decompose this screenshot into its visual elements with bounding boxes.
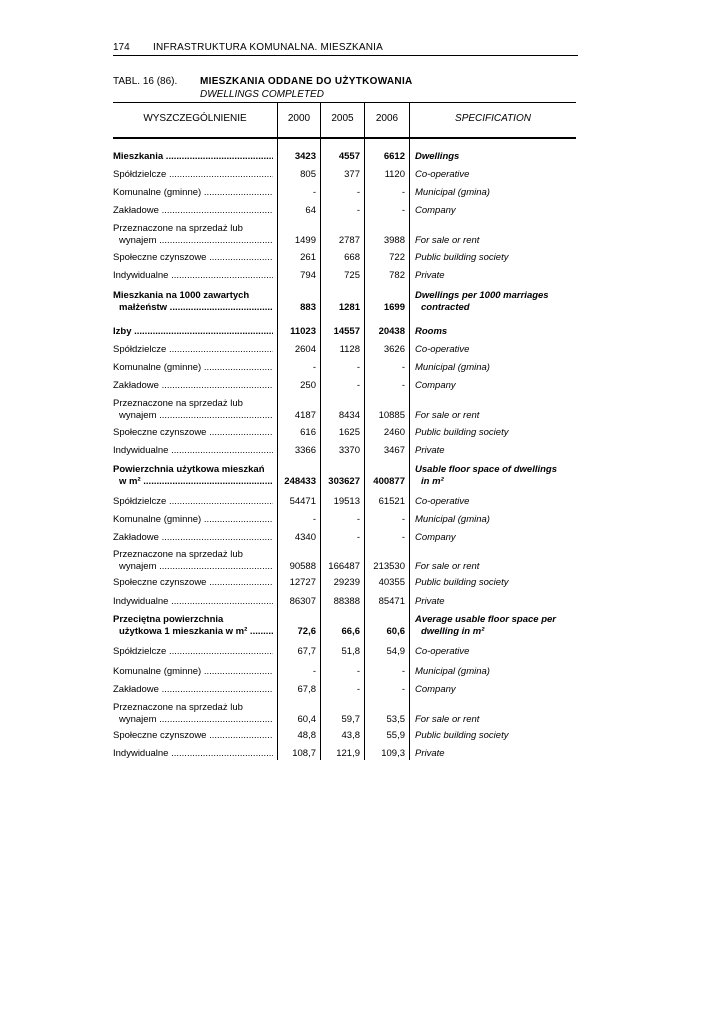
cell-value-2005: -: [356, 205, 360, 216]
row-label-pl: Społeczne czynszowe .....: [113, 427, 273, 438]
column-header-specification-en: SPECIFICATION: [455, 113, 531, 124]
row-label-en: Private: [415, 270, 445, 281]
row-label-en: Public building society: [415, 730, 509, 741]
row-label-en-continued: contracted: [421, 302, 470, 313]
cell-value-2005: 4557: [338, 151, 360, 162]
cell-value-2005: -: [356, 514, 360, 525]
cell-value-2000: 72,6: [297, 626, 316, 637]
row-label-pl-continued: w m² .....: [119, 476, 273, 487]
row-label-pl: Zakładowe .....: [113, 532, 273, 543]
cell-value-2005: 14557: [333, 326, 360, 337]
cell-value-2000: 4187: [294, 410, 316, 421]
row-label-pl: Komunalne (gminne) .....: [113, 362, 273, 373]
row-label-pl: Zakładowe .....: [113, 684, 273, 695]
row-label-pl: Spółdzielcze .....: [113, 646, 273, 657]
row-label-pl-continued: użytkowa 1 mieszkania w m² .....: [119, 626, 273, 637]
cell-value-2000: 883: [300, 302, 316, 313]
cell-value-2006: 40355: [378, 577, 405, 588]
row-label-pl: Indywidualne .....: [113, 445, 273, 456]
cell-value-2005: -: [356, 362, 360, 373]
cell-value-2000: 108,7: [292, 748, 316, 759]
row-label-pl-continued: wynajem .....: [119, 235, 273, 246]
cell-value-2000: 12727: [289, 577, 316, 588]
table-row: [113, 427, 576, 439]
cell-value-2006: 722: [389, 252, 405, 263]
row-label-en: Co-operative: [415, 646, 470, 657]
row-label-en: For sale or rent: [415, 561, 480, 572]
table-row: [113, 151, 576, 163]
row-label-en: Public building society: [415, 427, 509, 438]
row-label-pl: Zakładowe .....: [113, 205, 273, 216]
row-label-en: Company: [415, 380, 456, 391]
row-label-en: Private: [415, 596, 445, 607]
row-label-pl: Przeznaczone na sprzedaż lub: [113, 702, 243, 713]
cell-value-2000: -: [312, 514, 316, 525]
cell-value-2005: 51,8: [341, 646, 360, 657]
row-label-en: Public building society: [415, 252, 509, 263]
cell-value-2000: 1499: [294, 235, 316, 246]
row-label-en: For sale or rent: [415, 235, 480, 246]
table-row: [113, 666, 576, 678]
cell-value-2006: 1699: [383, 302, 405, 313]
cell-value-2000: 60,4: [297, 714, 316, 725]
cell-value-2005: 8434: [338, 410, 360, 421]
row-label-pl: Powierzchnia użytkowa mieszkań: [113, 464, 265, 475]
cell-value-2005: 2787: [338, 235, 360, 246]
cell-value-2006: -: [401, 684, 405, 695]
row-label-pl: Społeczne czynszowe .....: [113, 577, 273, 588]
cell-value-2006: 55,9: [386, 730, 405, 741]
table-header-rule: [113, 137, 576, 139]
cell-value-2005: 668: [344, 252, 360, 263]
row-label-pl: Komunalne (gminne) .....: [113, 514, 273, 525]
cell-value-2006: 20438: [378, 326, 405, 337]
cell-value-2000: 3366: [294, 445, 316, 456]
table-row: [113, 445, 576, 457]
row-label-pl: Indywidualne .....: [113, 270, 273, 281]
row-label-en: Private: [415, 445, 445, 456]
cell-value-2006: 61521: [378, 496, 405, 507]
cell-value-2006: 60,6: [386, 626, 405, 637]
cell-value-2000: 616: [300, 427, 316, 438]
table-row: [113, 614, 576, 638]
cell-value-2005: 19513: [333, 496, 360, 507]
cell-value-2000: 250: [300, 380, 316, 391]
cell-value-2005: 88388: [333, 596, 360, 607]
row-label-en-continued: dwelling in m²: [421, 626, 485, 637]
table-row: [113, 702, 576, 726]
column-header-2006: 2006: [375, 113, 399, 124]
row-label-pl: Spółdzielcze .....: [113, 169, 273, 180]
row-label-pl: Przeznaczone na sprzedaż lub: [113, 223, 243, 234]
cell-value-2005: -: [356, 684, 360, 695]
cell-value-2000: 261: [300, 252, 316, 263]
table-row: [113, 326, 576, 338]
row-label-pl: Komunalne (gminne) .....: [113, 666, 273, 677]
column-header-specification-pl: WYSZCZEGÓLNIENIE: [143, 113, 247, 124]
cell-value-2005: 66,6: [341, 626, 360, 637]
row-label-pl: Mieszkania na 1000 zawartych: [113, 290, 250, 301]
row-label-pl: Przeciętna powierzchnia: [113, 614, 224, 625]
cell-value-2005: 59,7: [341, 714, 360, 725]
column-header-2000: 2000: [287, 113, 311, 124]
cell-value-2000: -: [312, 362, 316, 373]
table-row: [113, 270, 576, 282]
cell-value-2000: 64: [305, 205, 316, 216]
table-label: TABL. 16 (86).: [113, 76, 178, 87]
row-label-pl: Izby .....: [113, 326, 273, 337]
cell-value-2006: 6612: [383, 151, 405, 162]
table-row: [113, 398, 576, 422]
table-row: [113, 169, 576, 181]
cell-value-2006: 3467: [383, 445, 405, 456]
column-header-2005: 2005: [331, 113, 354, 124]
row-label-en-continued: in m²: [421, 476, 444, 487]
row-label-pl: Spółdzielcze .....: [113, 496, 273, 507]
row-label-en: For sale or rent: [415, 714, 480, 725]
cell-value-2006: 400877: [373, 476, 405, 487]
cell-value-2000: 86307: [289, 596, 316, 607]
table-subtitle: DWELLINGS COMPLETED: [200, 89, 324, 100]
cell-value-2000: 90588: [289, 561, 316, 572]
table-row: [113, 223, 576, 247]
row-label-en: Co-operative: [415, 344, 470, 355]
cell-value-2006: -: [401, 187, 405, 198]
row-label-en: Co-operative: [415, 496, 470, 507]
row-label-en: Dwellings per 1000 marriages: [415, 290, 549, 301]
table-row: [113, 549, 576, 573]
cell-value-2006: 213530: [373, 561, 405, 572]
cell-value-2000: 48,8: [297, 730, 316, 741]
table-row: [113, 464, 576, 488]
cell-value-2000: 4340: [294, 532, 316, 543]
table-row: [113, 684, 576, 696]
table-row: [113, 362, 576, 374]
row-label-pl: Przeznaczone na sprzedaż lub: [113, 398, 243, 409]
row-label-en: Company: [415, 532, 456, 543]
row-label-pl-continued: wynajem .....: [119, 561, 273, 572]
cell-value-2006: 2460: [383, 427, 405, 438]
cell-value-2005: -: [356, 532, 360, 543]
row-label-en: Usable floor space of dwellings: [415, 464, 558, 475]
cell-value-2005: 29239: [333, 577, 360, 588]
cell-value-2005: 725: [344, 270, 360, 281]
table-row: [113, 646, 576, 658]
cell-value-2006: -: [401, 380, 405, 391]
row-label-en: Company: [415, 205, 456, 216]
cell-value-2006: 85471: [378, 596, 405, 607]
row-label-pl: Zakładowe .....: [113, 380, 273, 391]
cell-value-2000: 2604: [294, 344, 316, 355]
table-row: [113, 532, 576, 544]
cell-value-2006: -: [401, 205, 405, 216]
cell-value-2005: 303627: [328, 476, 360, 487]
cell-value-2006: 1120: [384, 169, 405, 180]
cell-value-2006: -: [401, 514, 405, 525]
row-label-pl-continued: wynajem .....: [119, 714, 273, 725]
table-title: MIESZKANIA ODDANE DO UŻYTKOWANIA: [200, 76, 413, 87]
cell-value-2005: 1128: [339, 344, 360, 355]
row-label-pl: Komunalne (gminne) .....: [113, 187, 273, 198]
cell-value-2000: 805: [300, 169, 316, 180]
row-label-en: Municipal (gmina): [415, 666, 490, 677]
row-label-en: Rooms: [415, 326, 448, 337]
cell-value-2006: 782: [389, 270, 405, 281]
cell-value-2006: -: [401, 532, 405, 543]
page-number: 174: [113, 42, 130, 53]
page-header-title: INFRASTRUKTURA KOMUNALNA. MIESZKANIA: [153, 42, 384, 53]
table-row: [113, 344, 576, 356]
table-row: [113, 496, 576, 508]
cell-value-2006: -: [401, 362, 405, 373]
cell-value-2000: 11023: [290, 326, 316, 337]
row-label-en: Public building society: [415, 577, 509, 588]
row-label-en: Dwellings: [415, 151, 460, 162]
cell-value-2006: 3626: [383, 344, 405, 355]
cell-value-2005: -: [356, 666, 360, 677]
table-row: [113, 577, 576, 589]
cell-value-2005: 166487: [328, 561, 360, 572]
cell-value-2000: 248433: [284, 476, 316, 487]
table-row: [113, 596, 576, 608]
row-label-en: Co-operative: [415, 169, 470, 180]
row-label-en: Municipal (gmina): [415, 514, 490, 525]
cell-value-2005: 121,9: [336, 748, 360, 759]
cell-value-2005: -: [356, 380, 360, 391]
table-row: [113, 252, 576, 264]
page-header: [113, 42, 578, 56]
table-top-rule: [113, 102, 576, 103]
table-row: [113, 205, 576, 217]
cell-value-2000: -: [312, 187, 316, 198]
table-row: [113, 514, 576, 526]
row-label-pl: Społeczne czynszowe .....: [113, 252, 273, 263]
row-label-en: For sale or rent: [415, 410, 480, 421]
cell-value-2005: 377: [344, 169, 360, 180]
cell-value-2005: -: [356, 187, 360, 198]
row-label-pl: Mieszkania .....: [113, 151, 273, 162]
table-row: [113, 290, 576, 314]
table-row: [113, 730, 576, 742]
row-label-pl-continued: małżeństw .....: [119, 302, 273, 313]
cell-value-2000: 54471: [289, 496, 316, 507]
cell-value-2006: 53,5: [386, 714, 405, 725]
row-label-pl: Indywidualne .....: [113, 748, 273, 759]
row-label-pl: Indywidualne .....: [113, 596, 273, 607]
cell-value-2006: 54,9: [386, 646, 405, 657]
row-label-pl-continued: wynajem .....: [119, 410, 273, 421]
row-label-en: Municipal (gmina): [415, 362, 490, 373]
cell-value-2006: 10885: [378, 410, 405, 421]
row-label-en: Municipal (gmina): [415, 187, 490, 198]
row-label-en: Average usable floor space per: [415, 614, 556, 625]
cell-value-2005: 3370: [338, 445, 360, 456]
cell-value-2000: -: [312, 666, 316, 677]
cell-value-2000: 794: [300, 270, 316, 281]
table-row: [113, 187, 576, 199]
table-row: [113, 380, 576, 392]
row-label-pl: Społeczne czynszowe .....: [113, 730, 273, 741]
table-row: [113, 748, 576, 760]
cell-value-2005: 43,8: [341, 730, 360, 741]
cell-value-2006: -: [401, 666, 405, 677]
row-label-pl: Przeznaczone na sprzedaż lub: [113, 549, 243, 560]
cell-value-2000: 67,7: [297, 646, 316, 657]
cell-value-2006: 3988: [383, 235, 405, 246]
row-label-en: Private: [415, 748, 445, 759]
row-label-en: Company: [415, 684, 456, 695]
cell-value-2005: 1625: [338, 427, 360, 438]
cell-value-2000: 3423: [294, 151, 316, 162]
cell-value-2006: 109,3: [381, 748, 405, 759]
cell-value-2005: 1281: [338, 302, 360, 313]
cell-value-2000: 67,8: [297, 684, 316, 695]
row-label-pl: Spółdzielcze .....: [113, 344, 273, 355]
